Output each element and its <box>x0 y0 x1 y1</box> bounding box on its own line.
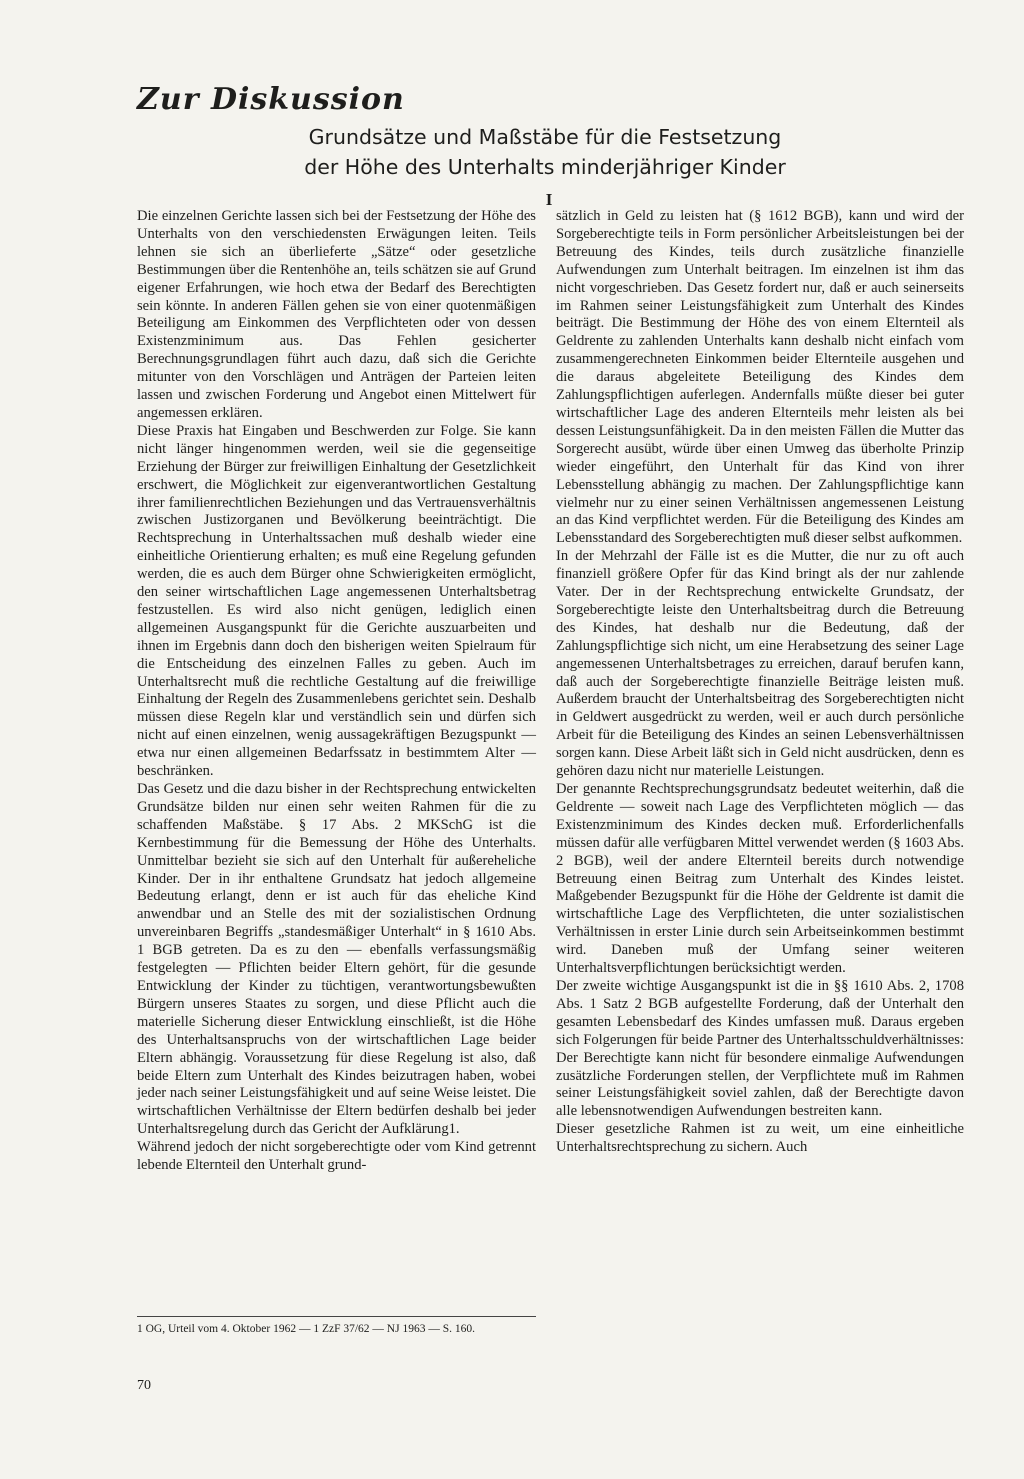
paragraph: Das Gesetz und die dazu bisher in der Rechtsprechung entwickelten Grundsätze bilden nur einen sehr weiten Rahmen für die zu schaffenden Maßstäbe. § 17 Abs. 2 MKSchG ist die Kernbestimmung für die Bemessung der Höhe des Unterhalts. Unmittelbar bezieht sie sich auf den Unterhalt für außereheliche Kinder. Der in ihr enthaltene Grundsatz hat jedoch allgemeine Bedeutung erlangt, denn er ist auch für das eheliche Kind anwendbar und an Stelle des mit der sozialistischen Ordnung unvereinbaren Begriffs „standesmäßiger Unterhalt“ in § 1610 Abs. 1 BGB getreten. Da es zu den — ebenfalls verfassungsmäßig festgelegten — Pflichten beider Eltern gehört, für die gesunde Entwicklung der Kinder zu tüchtigen, verantwortungsbewußten Bürgern unseres Staates zu sorgen, und diese Pflicht auch die materielle Sicherung dieser Entwicklung einschließt, ist die Höhe des Unterhaltsanspruchs von der wirtschaftlichen Lage beider Eltern abhängig. Voraussetzung für diese Regelung ist also, daß beide Eltern zum Unterhalt des Kindes beizutragen haben, wobei jeder nach seiner Leistungsfähigkeit und auf seine Weise leistet. Die wirtschaftlichen Verhältnisse der Eltern bedürfen deshalb bei jeder Unterhaltsregelung durch das Gericht der Aufklärung1. <box>137 781 536 1138</box>
article-title-line-1: Grundsätze und Maßstäbe für die Festsetzung <box>308 125 782 149</box>
right-column <box>556 208 964 1157</box>
page-number: 70 <box>137 1378 151 1393</box>
paragraph: Der genannte Rechtsprechungsgrundsatz bedeutet weiterhin, daß die Geldrente — soweit nach Lage des Verpflichteten möglich — das Existenzminimum des Kindes decken muß. Erforderlichenfalls müssen dafür alle verfügbaren Mittel verwendet werden (§ 1603 Abs. 2 BGB), weil der andere Elternteil bereits durch notwendige Betreuung einen Beitrag zum Unterhalt des Kindes leistet. Maßgebender Bezugspunkt für die Höhe der Geldrente ist damit die wirtschaftliche Lage des Verpflichteten, die unter sozialistischen Verhältnissen in erster Linie durch sein Arbeitseinkommen bestimmt wird. Daneben muß der Umfang seiner weiteren Unterhaltsverpflichtungen berücksichtigt werden. <box>556 781 964 977</box>
paragraph: Während jedoch der nicht sorgeberechtigte oder vom Kind getrennt lebende Elternteil den Unterhalt grund- <box>137 1139 536 1174</box>
paragraph: In der Mehrzahl der Fälle ist es die Mutter, die nur zu oft auch finanziell größere Opfer für das Kind bringt als der nur zahlende Vater. Der in der Rechtsprechung entwickelte Grundsatz, der Sorgeberechtigte leiste den Unterhaltsbeitrag durch die Betreuung des Kindes, hat deshalb nur die Bedeutung, daß der Zahlungspflichtige sich nicht, um eine Herabsetzung des seiner Lage angemessenen Unterhaltsbetrages zu erreichen, darauf berufen kann, daß auch der Sorgeberechtigte finanzielle Beiträge leisten muß. Außerdem braucht der Unterhaltsbeitrag des Sorgeberechtigten nicht in Geldwert ausgedrückt zu werden, weil er auch durch persönliche Arbeit für die Beteiligung des Kindes an seinen Lebensverhältnissen sorgen kann. Diese Arbeit läßt sich in Geld nicht ausdrücken, denn es gehören dazu nicht nur materielle Leistungen. <box>556 548 964 780</box>
left-column <box>137 208 536 1175</box>
paragraph: Dieser gesetzliche Rahmen ist zu weit, um eine einheitliche Unterhaltsrechtsprechung zu sichern. Auch <box>556 1121 964 1156</box>
paragraph: Der zweite wichtige Ausgangspunkt ist die in §§ 1610 Abs. 2, 1708 Abs. 1 Satz 2 BGB aufgestellte Forderung, daß der Unterhalt den gesamten Lebensbedarf des Kindes umfassen muß. Daraus ergeben sich Folgerungen für beide Partner des Unterhaltsschuldverhältnisses: Der Berechtigte kann nicht für besondere einmalige Aufwendungen zusätzliche Forderungen stellen, der Verpflichtete muß im Rahmen seiner Leistungsfähigkeit soviel zahlen, daß der Berechtigte davon alle lebensnotwendigen Aufwendungen bestreiten kann. <box>556 977 964 1120</box>
paragraph: Die einzelnen Gerichte lassen sich bei der Festsetzung der Höhe des Unterhalts von den verschiedensten Erwägungen leiten. Teils lehnen sie sich an überlieferte „Sätze“ oder gesetzliche Bestimmungen über die Rentenhöhe an, teils schätzen sie auf Grund eigener Erfahrungen, wie hoch etwa der Bedarf des Berechtigten sein könnte. In anderen Fällen gehen sie von einer quotenmäßigen Beteiligung am Einkommen des Verpflichteten oder von dessen Existenzminimum aus. Das Fehlen gesicherter Berechnungsgrundlagen führt auch dazu, daß sich die Gerichte mitunter von den Vorschlägen und Anträgen der Parteien leiten lassen und zwischen Forderung und Angebot einen Mittelwert für angemessen erklären. <box>137 208 536 421</box>
paragraph: Diese Praxis hat Eingaben und Beschwerden zur Folge. Sie kann nicht länger hingenommen werden, weil sie die gegenseitige Erziehung der Bürger zur freiwilligen Einhaltung der Gesetzlichkeit erschwert, die Möglichkeit zur eigenverantwortlichen Gestaltung ihrer familienrechtlichen Beziehungen und das Vertrauensverhältnis zwischen Justizorganen und Bevölkerung beeinträchtigt. Die Rechtsprechung in Unterhaltssachen muß deshalb wieder eine einheitliche Orientierung erhalten; es muß eine Regelung gefunden werden, die es auch dem Bürger ohne Schwierigkeiten ermöglicht, den seiner wirtschaftlichen Lage angemessenen Unterhaltsbetrag festzustellen. Es wird also nicht genügen, lediglich einen allgemeinen Ausgangspunkt für die Gerichte auszuarbeiten und ihnen im Ergebnis dann doch den bisherigen weiten Spielraum für die Entscheidung des einzelnen Falles zu geben. Auch im Unterhaltsrecht muß die rechtliche Gestaltung auf die freiwillige Einhaltung der Regeln des Zusammenlebens gerichtet sein. Deshalb müssen diese Regeln klar und verständlich sein und dürfen sich nicht auf einen einzelnen, wenig aussagekräftigen Bezugspunkt — etwa nur einen allgemeinen Bedarfssatz in bestimmtem Alter — beschränken. <box>137 422 536 780</box>
footnote: 1 OG, Urteil vom 4. Oktober 1962 — 1 ZzF 37/62 — NJ 1963 — S. 160. <box>137 1316 536 1336</box>
part-numeral: I <box>545 190 553 209</box>
article-title-line-2: der Höhe des Unterhalts minderjähriger Kinder <box>304 155 786 179</box>
article-title <box>200 122 890 182</box>
paragraph: sätzlich in Geld zu leisten hat (§ 1612 BGB), kann und wird der Sorgeberechtigte teils in Form persönlicher Arbeitsleistungen bei der Betreuung des Kindes, teils durch zusätzliche finanzielle Aufwendungen zum Unterhalt beitragen. Im einzelnen ist ihm das nicht vorgeschrieben. Das Gesetz fordert nur, daß er auch seinerseits im Rahmen seiner Leistungsfähigkeit zum Unterhalt des Kindes beiträgt. Die Bestimmung der Höhe des von einem Elternteil als Geldrente zu zahlenden Unterhalts kann deshalb nicht einfach vom zusammengerechneten Einkommen beider Elternteile ausgehen und die daraus abgeleitete Beteiligung des Kindes dem Zahlungspflichtigen auferlegen. Andernfalls müßte dieser bei guter wirtschaftlicher Lage des anderen Elternteils mehr leisten als bei dessen Leistungsunfähigkeit. Da in den meisten Fällen die Mutter das Sorgerecht ausübt, würde über einen Umweg das überholte Prinzip wieder eingeführt, den Unterhalt für das Kind von ihrer Lebensstellung abhängig zu machen. Der Zahlungspflichtige kann vielmehr nur zu einer seinen Verhältnissen angemessenen Leistung an das Kind verpflichtet werden. Für die Beteiligung des Kindes am Lebensstandard des Sorgeberechtigten muß dieser selbst aufkommen. <box>556 208 964 547</box>
section-kicker: Zur Diskussion <box>137 82 405 117</box>
